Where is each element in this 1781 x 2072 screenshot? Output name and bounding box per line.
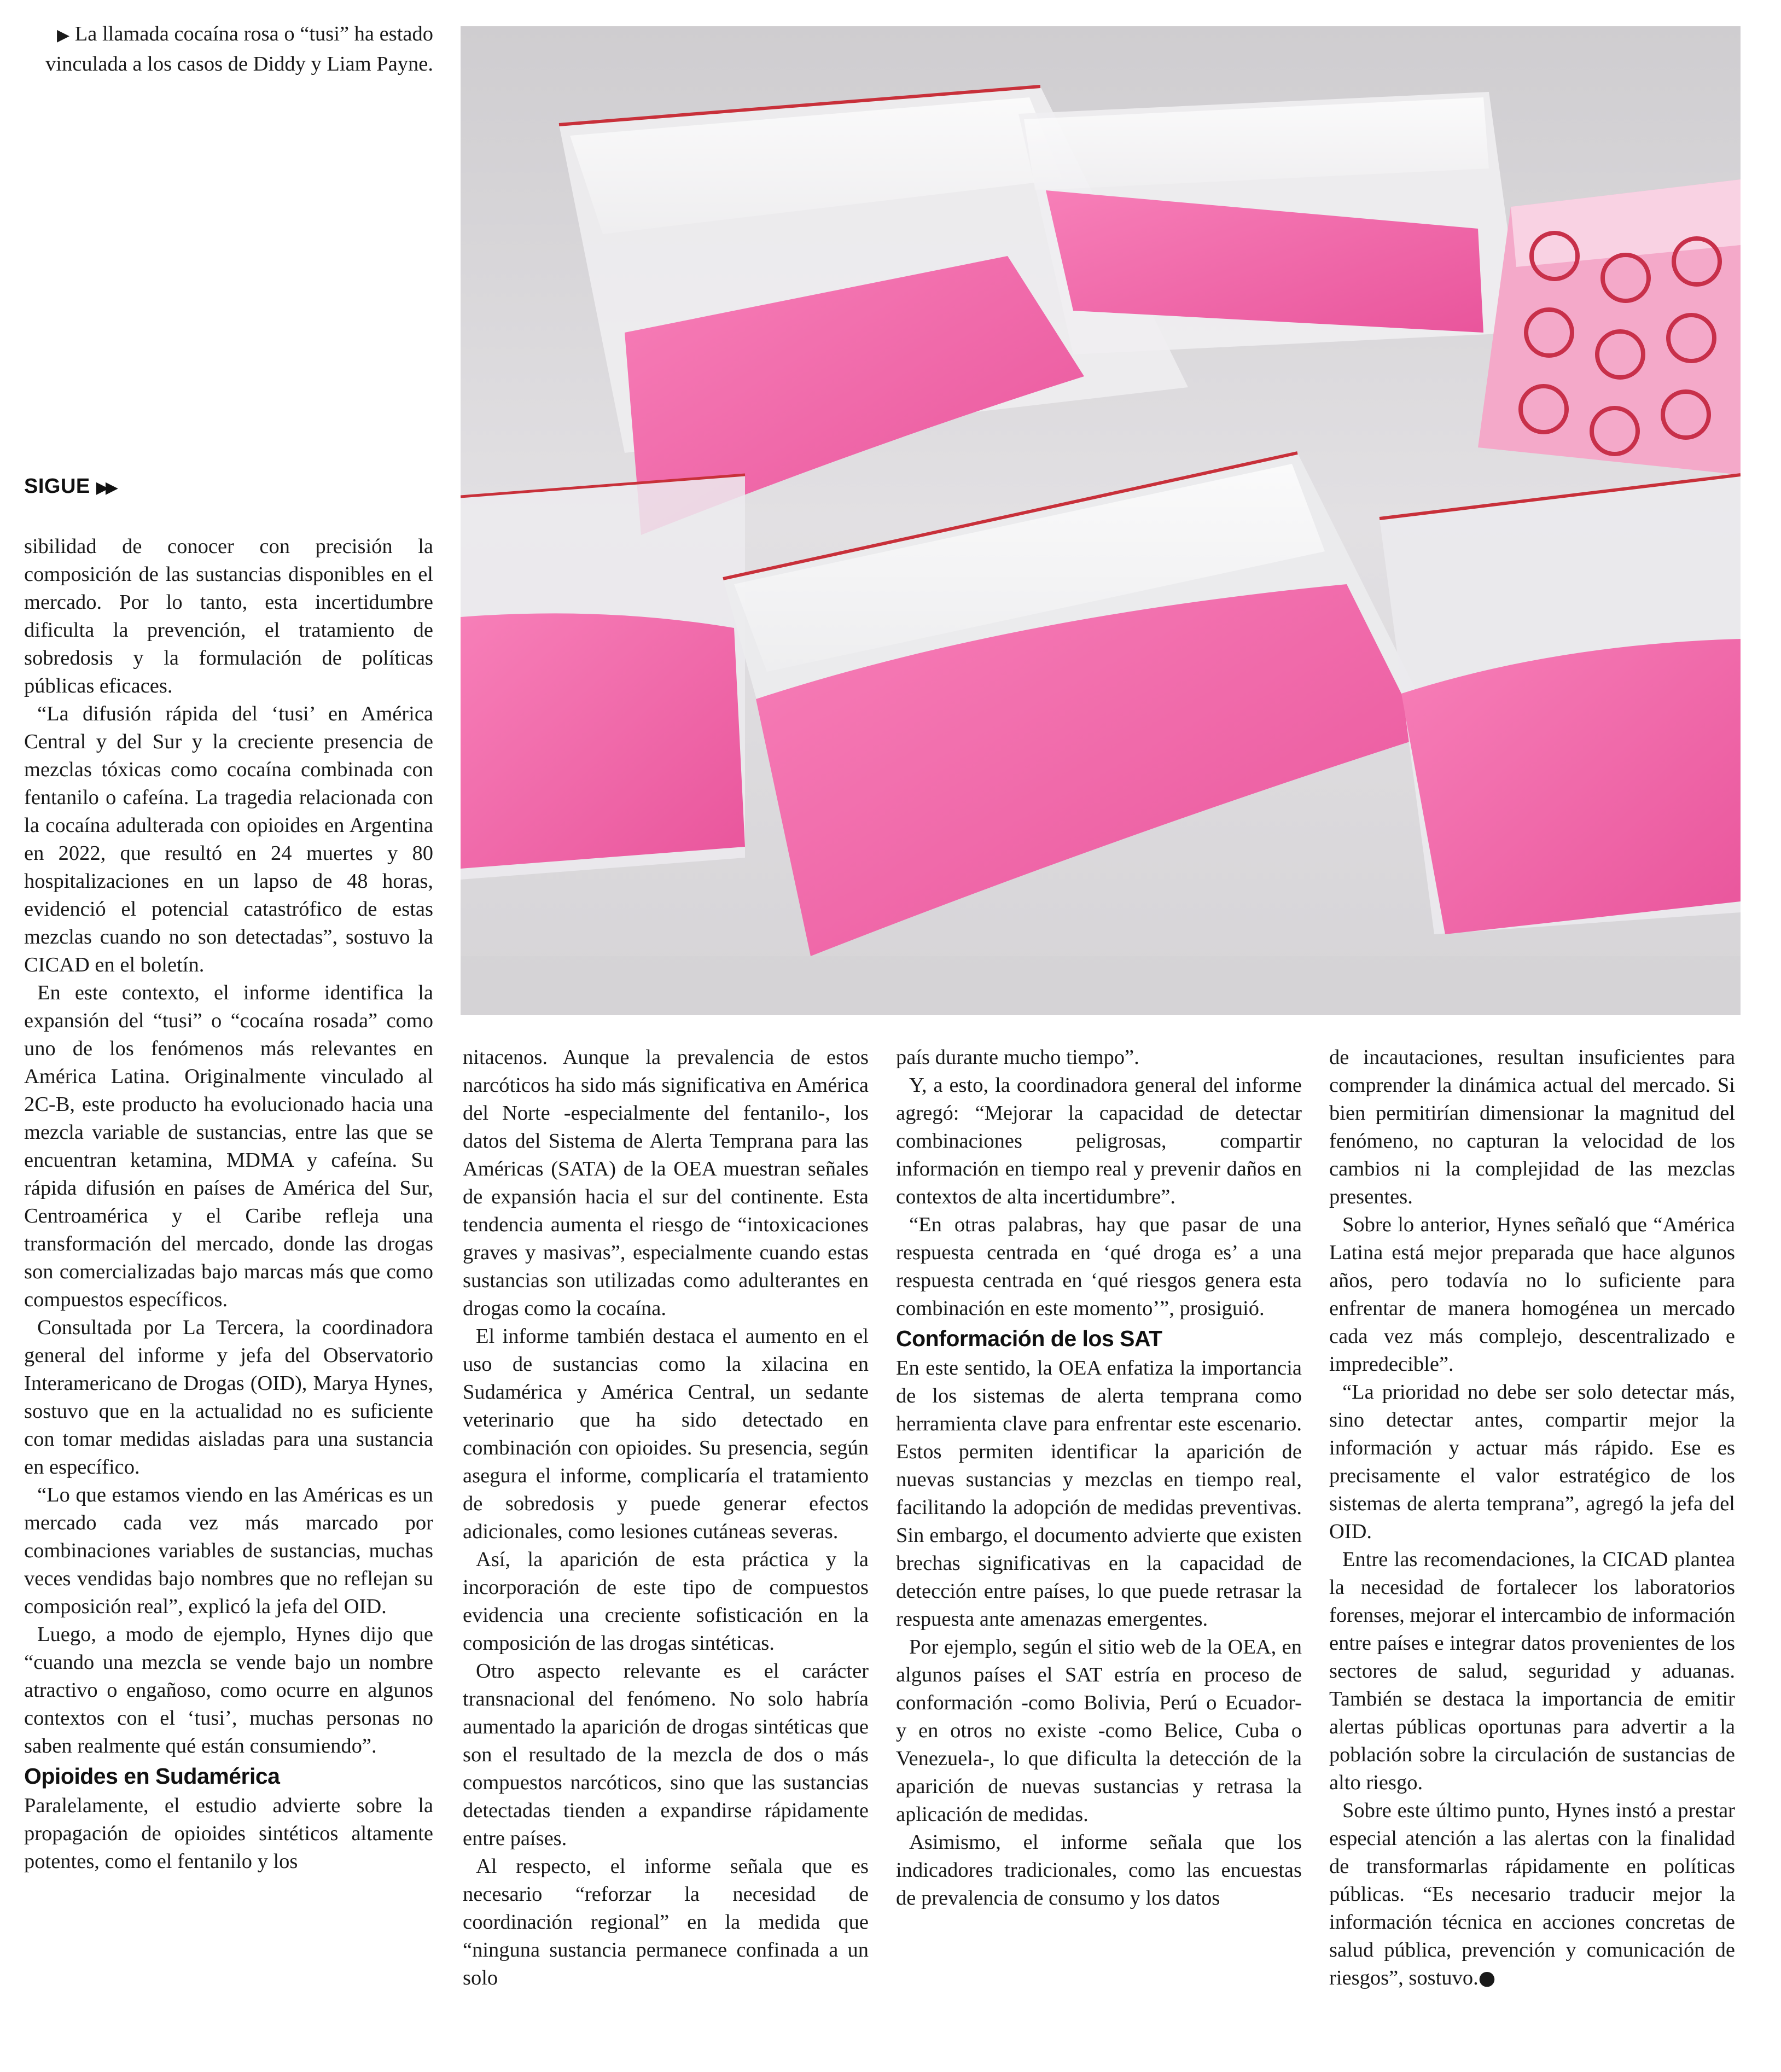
double-arrow-icon: ▶▶ bbox=[96, 478, 115, 497]
article-paragraph bbox=[1329, 1797, 1735, 1992]
article-photo bbox=[461, 26, 1741, 1015]
bag-smiley bbox=[1478, 179, 1741, 475]
continued-label bbox=[24, 475, 115, 498]
article-paragraph: Así, la aparición de esta práctica y la incorporación de este tipo de compuestos evidencia una creciente sofisticación en la composición de las drogas sintéticas. bbox=[463, 1548, 869, 1655]
article-paragraph: país durante mucho tiempo”. bbox=[896, 1046, 1139, 1069]
article-paragraph: El informe también destaca el aumento en el uso de sustancias como la xilacina en Sudamérica y América Central, un sedante veterinario que ha sido detectado en combinación con opioides. Su presencia, según asegura el informe, complicaría el tratamiento de sobredosis y puede generar efectos adicionales, como lesiones cutáneas severas. bbox=[463, 1325, 869, 1543]
section-heading: Opioides en Sudamérica bbox=[24, 1763, 280, 1789]
article-paragraph: nitacenos. Aunque la prevalencia de estos narcóticos ha sido más significativa en América del Norte -especialmente del fentanilo-, los datos del Sistema de Alerta Temprana para las Américas (SATA) de la OEA muestran señales de expansión hacia el sur del continente. Esta tendencia aumenta el riesgo de “intoxicaciones graves y masivas”, especialmente cuando estas sustancias son utilizadas como adulterantes en drogas como la cocaína. bbox=[463, 1046, 869, 1320]
article-column-4 bbox=[1329, 1044, 1735, 1992]
article-paragraph: Otro aspecto relevante es el carácter transnacional del fenómeno. No solo habría aumentado la aparición de drogas sintéticas que son el resultado de la mezcla de dos o más compuestos narcóticos, sino que las sustancias detectadas tienden a expandirse rápidamente entre países. bbox=[463, 1660, 869, 1850]
caption-text: La llamada cocaína rosa o “tusi” ha estado vinculada a los casos de Diddy y Liam Payne. bbox=[45, 22, 433, 75]
sigue-text: SIGUE bbox=[24, 475, 90, 498]
article-paragraph: Asimismo, el informe señala que los indicadores tradicionales, como las encuestas de prevalencia de consumo y los datos bbox=[896, 1831, 1302, 1910]
article-paragraph: “Lo que estamos viendo en las Américas es un mercado cada vez más marcado por combinaciones variables de sustancias, muchas veces vendidas bajo nombres que no reflejan su composición real”, explicó la jefa del OID. bbox=[24, 1483, 433, 1618]
article-paragraph: Consultada por La Tercera, la coordinadora general del informe y jefa del Observatorio Interamericano de Drogas (OID), Marya Hynes, sostuvo que en la actualidad no es suficiente con tomar medidas aisladas para una sustancia en específico. bbox=[24, 1316, 433, 1479]
article-paragraph: Y, a esto, la coordinadora general del informe agregó: “Mejorar la capacidad de detectar combinaciones peligrosas, compartir información en tiempo real y prevenir daños en contextos de alta incertidumbre”. bbox=[896, 1074, 1302, 1208]
bag-middle-left bbox=[461, 475, 745, 880]
caption-marker-icon: ▶ bbox=[57, 26, 70, 45]
article-paragraph: “La prioridad no debe ser solo detectar más, sino detectar antes, compartir mejor la información y actuar más rápido. Ese es precisamente el valor estratégico de los sistemas de alerta temprana”, agregó la jefa del OID. bbox=[1329, 1381, 1735, 1543]
bag-bottom-right bbox=[1380, 475, 1741, 934]
pink-powder-bags-illustration bbox=[461, 26, 1741, 1015]
article-paragraph: sibilidad de conocer con precisión la composición de las sustancias disponibles en el mercado. Por lo tanto, esta incertidumbre dificulta la prevención, el tratamiento de sobredosis y la formulación de políticas públicas eficaces. bbox=[24, 535, 433, 697]
article-paragraph: En este sentido, la OEA enfatiza la importancia de los sistemas de alerta temprana como herramienta clave para enfrentar este escenario. Estos permiten identificar la aparición de nuevas sustancias y mezclas en tiempo real, facilitando la adopción de medidas preventivas. Sin embargo, el documento advierte que existen brechas significativas en la capacidad de detección entre países, lo que puede retrasar la respuesta ante amenazas emergentes. bbox=[896, 1357, 1302, 1631]
article-paragraph: Sobre lo anterior, Hynes señaló que “América Latina está mejor preparada que hace algunos años, pero todavía no lo suficiente para enfrentar de manera homogénea un mercado cada vez más complejo, descentralizado e impredecible”. bbox=[1329, 1213, 1735, 1376]
photo-caption bbox=[24, 20, 433, 78]
article-paragraph: Paralelamente, el estudio advierte sobre la propagación de opioides sintéticos altamente potentes, como el fentanilo y los bbox=[24, 1794, 433, 1873]
article-paragraph: En este contexto, el informe identifica la expansión del “tusi” o “cocaína rosada” como uno de los fenómenos más relevantes en América Latina. Originalmente vinculado al 2C-B, este producto ha evolucionado hacia una mezcla variable de sustancias, entre las que se encuentran ketamina, MDMA y cafeína. Su rápida difusión en países de América del Sur, Centroamérica y el Caribe refleja una transformación del mercado, donde las drogas son comercializadas bajo marcas más que como compuestos específicos. bbox=[24, 981, 433, 1311]
bag-top-right bbox=[1018, 92, 1522, 354]
article-paragraph: Por ejemplo, según el sitio web de la OEA, en algunos países el SAT estría en proceso de conformación -como Bolivia, Perú o Ecuador- y en otros no existe -como Belice, Cuba o Venezuela-, lo que dificulta la detección de la aparición de nuevas sustancias y retrasa la aplicación de medidas. bbox=[896, 1636, 1302, 1826]
article-paragraph: “La difusión rápida del ‘tusi’ en América Central y del Sur y la creciente presencia de mezclas tóxicas como cocaína combinada con fentanilo o cafeína. La tragedia relacionada con la cocaína adulterada con opioides en Argentina en 2022, que resultó en 24 muertes y 80 hospitalizaciones en un lapso de 48 horas, evidenció el potencial catastrófico de estas mezclas cuando no son detectadas”, sostuvo la CICAD en el boletín. bbox=[24, 702, 433, 976]
article-paragraph: Luego, a modo de ejemplo, Hynes dijo que “cuando una mezcla se vende bajo un nombre atractivo o engañoso, como ocurre en algunos contextos con el ‘tusi’, muchas personas no saben realmente qué están consumiendo”. bbox=[24, 1623, 433, 1757]
end-of-article-icon: ● bbox=[1478, 1967, 1496, 1989]
article-column-3 bbox=[896, 1044, 1302, 1912]
article-paragraph: Al respecto, el informe señala que es necesario “reforzar la necesidad de coordinación regional” en la medida que “ninguna sustancia permanece confinada a un solo bbox=[463, 1855, 869, 1989]
article-paragraph: de incautaciones, resultan insuficientes para comprender la dinámica actual del mercado. Si bien permitirían dimensionar la magnitud del fenómeno, no capturan la velocidad de los cambios ni la complejidad de las mezclas presentes. bbox=[1329, 1046, 1735, 1208]
article-column-1 bbox=[24, 533, 433, 1876]
article-paragraph: Entre las recomendaciones, la CICAD plantea la necesidad de fortalecer los laboratorios forenses, mejorar el intercambio de información entre países e integrar datos provenientes de los sectores de salud, seguridad y aduanas. También se destaca la importancia de emitir alertas públicas oportunas para advertir a la población sobre la circulación de sustancias de alto riesgo. bbox=[1329, 1548, 1735, 1794]
article-paragraph: “En otras palabras, hay que pasar de una respuesta centrada en ‘qué droga es’ a una respuesta centrada en ‘qué riesgos genera esta combinación en este momento’”, prosiguió. bbox=[896, 1213, 1302, 1320]
article-column-2 bbox=[463, 1044, 869, 1992]
paragraph-text: Sobre este último punto, Hynes instó a prestar especial atención a las alertas con la finalidad de transformarlas rápidamente en políticas públicas. “Es necesario traducir mejor la información técnica en acciones concretas de salud pública, prevención y comunicación de riesgos”, sostuvo. bbox=[1329, 1799, 1735, 1989]
section-heading: Conformación de los SAT bbox=[896, 1326, 1162, 1351]
